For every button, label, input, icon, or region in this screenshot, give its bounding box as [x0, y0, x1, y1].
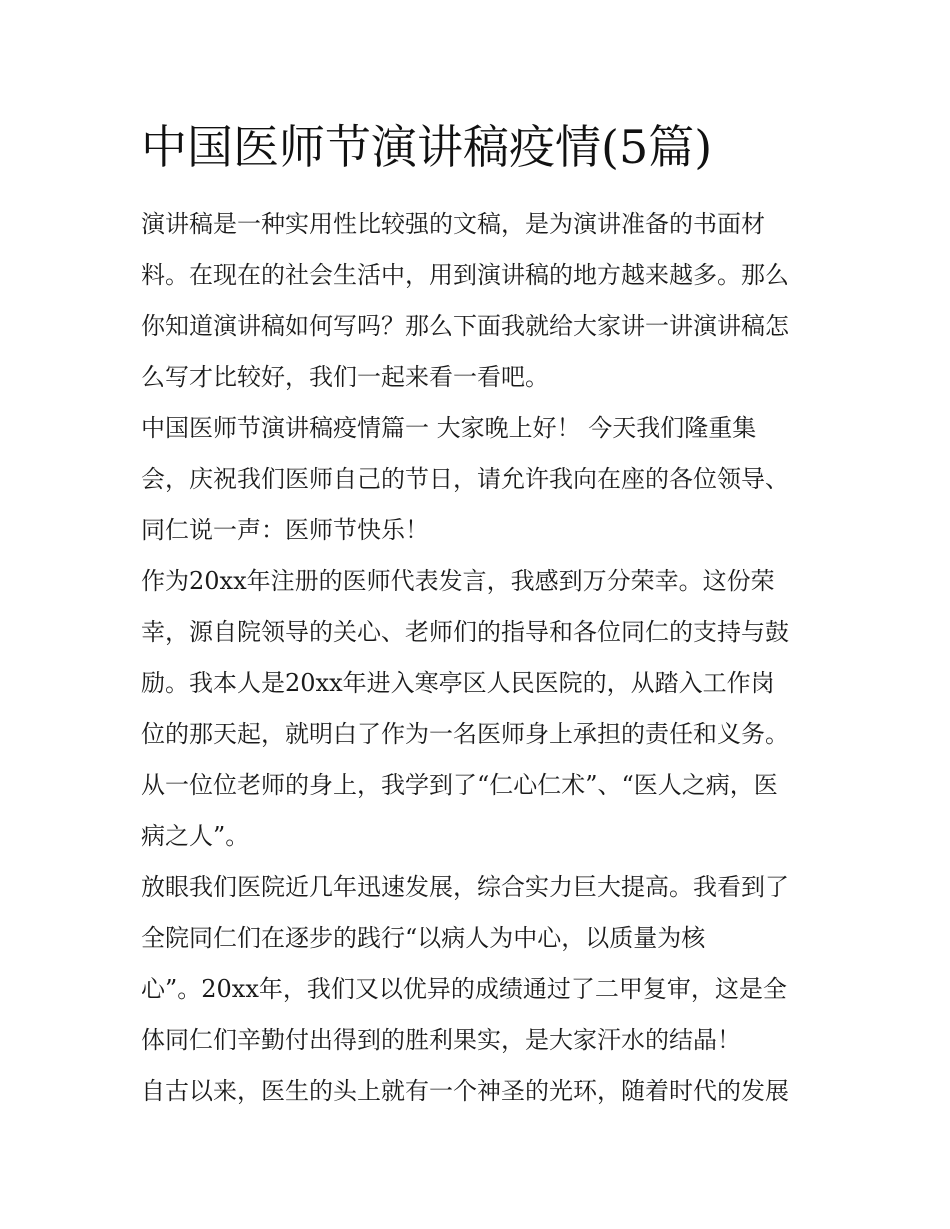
- body-line-15: 全院同仁们在逐步的践行“以病人为中心，以质量为核: [141, 924, 706, 952]
- body-line-17: 体同仁们辛勤付出得到的胜利果实，是大家汗水的结晶！: [141, 1026, 741, 1054]
- body-line-3: 你知道演讲稿如何写吗？那么下面我就给大家讲一讲演讲稿怎: [141, 312, 789, 340]
- body-line-8: 作为20xx年注册的医师代表发言，我感到万分荣幸。这份荣: [141, 567, 775, 595]
- body-line-6: 会，庆祝我们医师自己的节日，请允许我向在座的各位领导、: [141, 465, 789, 493]
- document-body: [141, 199, 821, 1117]
- document-title: 中国医师节演讲稿疫情(5篇): [141, 120, 713, 174]
- body-line-5: 中国医师节演讲稿疫情篇一 大家晚上好！ 今天我们隆重集: [141, 414, 757, 442]
- body-line-1: 演讲稿是一种实用性比较强的文稿，是为演讲准备的书面材: [141, 210, 765, 238]
- body-line-10: 励。我本人是20xx年进入寒亭区人民医院的，从踏入工作岗: [141, 669, 775, 697]
- body-line-2: 料。在现在的社会生活中，用到演讲稿的地方越来越多。那么: [141, 261, 789, 289]
- body-line-7: 同仁说一声：医师节快乐！: [141, 516, 429, 544]
- body-line-9: 幸，源自院领导的关心、老师们的指导和各位同仁的支持与鼓: [141, 618, 789, 646]
- body-line-4: 么写才比较好，我们一起来看一看吧。: [141, 363, 549, 391]
- body-line-12: 从一位位老师的身上，我学到了“仁心仁术”、“医人之病，医: [141, 771, 778, 799]
- body-line-18: 自古以来，医生的头上就有一个神圣的光环，随着时代的发展: [141, 1077, 789, 1105]
- body-line-13: 病之人”。: [141, 822, 250, 850]
- body-line-11: 位的那天起，就明白了作为一名医师身上承担的责任和义务。: [141, 720, 789, 748]
- body-line-14: 放眼我们医院近几年迅速发展，综合实力巨大提高。我看到了: [141, 873, 789, 901]
- body-line-16: 心”。20xx年，我们又以优异的成绩通过了二甲复审，这是全: [141, 975, 787, 1003]
